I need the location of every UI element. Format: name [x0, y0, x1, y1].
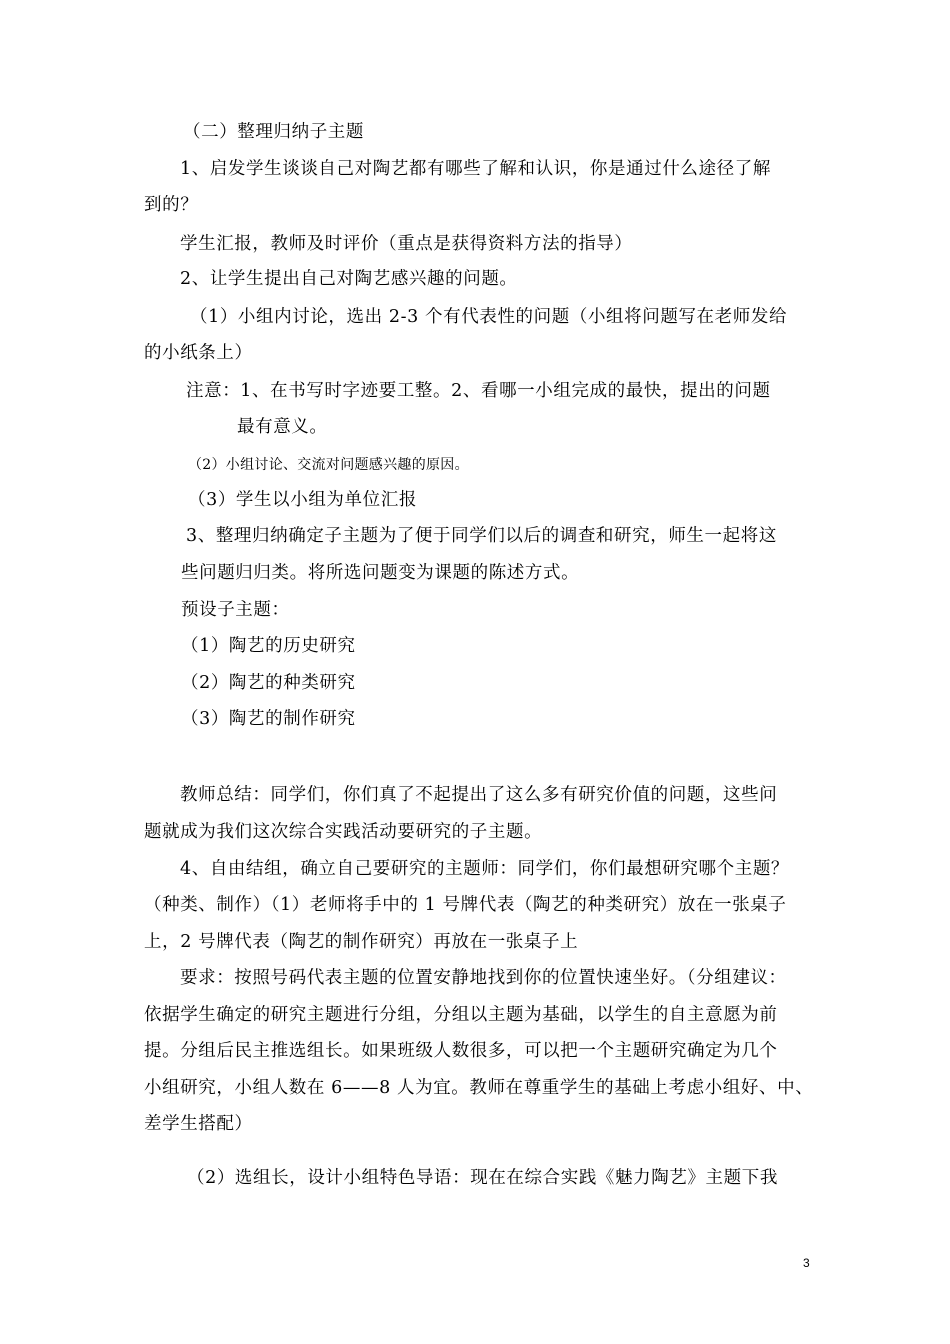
- page-number: 3: [803, 1256, 810, 1270]
- paragraph-line: 些问题归归类。将所选问题变为课题的陈述方式。: [181, 563, 580, 583]
- paragraph-line: 上，2 号牌代表（陶艺的制作研究）再放在一张桌子上: [144, 932, 579, 952]
- paragraph-line: 学生汇报，教师及时评价（重点是获得资料方法的指导）: [180, 234, 633, 254]
- paragraph-line: 教师总结：同学们，你们真了不起提出了这么多有研究价值的问题，这些问: [180, 785, 778, 805]
- list-item: （1）陶艺的历史研究: [181, 636, 356, 656]
- list-item: （3）陶艺的制作研究: [181, 709, 356, 729]
- paragraph-line: 预设子主题：: [181, 600, 290, 620]
- paragraph-line: 到的？: [144, 195, 199, 215]
- paragraph-line: （2）选组长，设计小组特色导语：现在在综合实践《魅力陶艺》主题下我: [187, 1168, 778, 1188]
- section-heading: （二）整理归纳子主题: [183, 122, 364, 142]
- list-item: （2）陶艺的种类研究: [181, 673, 356, 693]
- paragraph-line: （1）小组内讨论，选出 2-3 个有代表性的问题（小组将问题写在老师发给: [190, 307, 788, 327]
- paragraph-line: 2、让学生提出自己对陶艺感兴趣的问题。: [180, 269, 518, 289]
- paragraph-line: 的小纸条上）: [144, 343, 253, 363]
- paragraph-line: （2）小组讨论、交流对问题感兴趣的原因。: [188, 457, 469, 473]
- paragraph-line: 3、整理归纳确定子主题为了便于同学们以后的调查和研究，师生一起将这: [186, 526, 777, 546]
- paragraph-line: 差学生搭配）: [144, 1114, 253, 1134]
- paragraph-line: 1、启发学生谈谈自己对陶艺都有哪些了解和认识，你是通过什么途径了解: [180, 159, 771, 179]
- paragraph-line: 提。分组后民主推选组长。如果班级人数很多，可以把一个主题研究确定为几个: [144, 1041, 778, 1061]
- paragraph-line: （3）学生以小组为单位汇报: [188, 490, 417, 510]
- paragraph-line: 小组研究，小组人数在 6——8 人为宜。教师在尊重学生的基础上考虑小组好、中、: [144, 1078, 814, 1098]
- paragraph-line: 最有意义。: [237, 417, 328, 437]
- paragraph-line: 依据学生确定的研究主题进行分组，分组以主题为基础，以学生的自主意愿为前: [144, 1005, 778, 1025]
- paragraph-line: 题就成为我们这次综合实践活动要研究的子主题。: [144, 822, 543, 842]
- paragraph-line: 4、自由结组，确立自己要研究的主题师：同学们，你们最想研究哪个主题？: [180, 859, 790, 879]
- paragraph-line: 注意：1、在书写时字迹要工整。2、看哪一小组完成的最快，提出的问题: [186, 381, 771, 401]
- paragraph-line: （种类、制作）（1）老师将手中的 1 号牌代表（陶艺的种类研究）放在一张桌子: [144, 895, 787, 915]
- paragraph-line: 要求：按照号码代表主题的位置安静地找到你的位置快速坐好。（分组建议：: [180, 968, 787, 988]
